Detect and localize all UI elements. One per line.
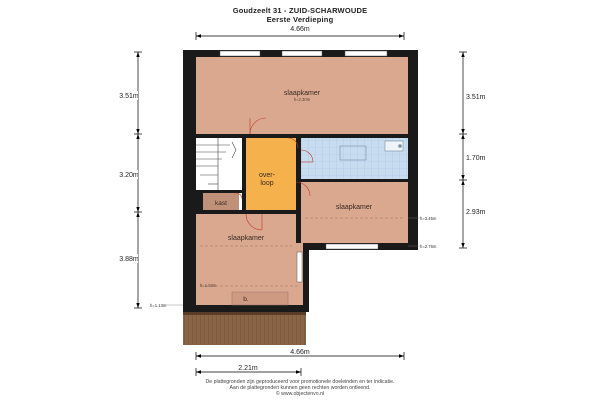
footer-disclaimer-2: Aan de plattegronden kunnen geen rechten worden ontleend. — [229, 385, 371, 391]
dimension-left-3: 3.88m — [119, 256, 139, 263]
room-overloop-label-2: loop — [260, 180, 274, 187]
dimension-top-label: 4.66m — [290, 26, 310, 33]
dimension-bottom-label: 4.66m — [290, 349, 310, 356]
room-slaapkamer-right — [301, 182, 408, 243]
room-slaapkamer-top-height: h=2.30m — [293, 97, 311, 102]
plan-title: Goudzeelt 31 - ZUID-SCHARWOUDE — [232, 6, 368, 15]
dimension-bottom-sub-label: 2.21m — [238, 365, 258, 372]
room-slaapkamer-left-height: h=1.50m — [200, 283, 217, 288]
room-slaapkamer-left-label: slaapkamer — [227, 235, 265, 242]
dimension-left — [134, 52, 142, 308]
footer-disclaimer-1: De plattegronden zijn geproduceerd voor promotionele doeleinden en ter indicatie. — [205, 379, 395, 385]
dimension-left-1: 3.51m — [119, 93, 139, 100]
room-slaapkamer-top-label: slaapkamer — [283, 90, 321, 97]
room-kast-label: kast — [215, 200, 227, 207]
dimension-right — [459, 52, 467, 248]
dimension-right-1: 3.51m — [466, 94, 486, 101]
room-slaapkamer-right-label: slaapkamer — [335, 204, 373, 211]
height-note-right-a: h=3.45m — [420, 216, 437, 221]
dimension-top — [196, 32, 404, 40]
dimension-right-2: 1.70m — [466, 155, 486, 162]
room-b — [232, 292, 288, 305]
dimension-left-2: 3.20m — [119, 172, 139, 179]
footer-copyright: © www.objectenvo.nl — [275, 391, 325, 397]
height-note-left: h=1.13m — [150, 303, 167, 308]
tap-icon — [398, 144, 402, 148]
room-slaapkamer-left — [196, 214, 296, 305]
floor-subtitle: Eerste Verdieping — [266, 15, 334, 24]
height-note-right-b: h=2.76m — [420, 244, 437, 249]
room-b-label: b. — [243, 296, 249, 303]
roof-section — [183, 312, 306, 345]
room-overloop-label-1: over- — [259, 172, 275, 179]
staircase — [196, 138, 242, 190]
dimension-right-3: 2.93m — [466, 209, 486, 216]
